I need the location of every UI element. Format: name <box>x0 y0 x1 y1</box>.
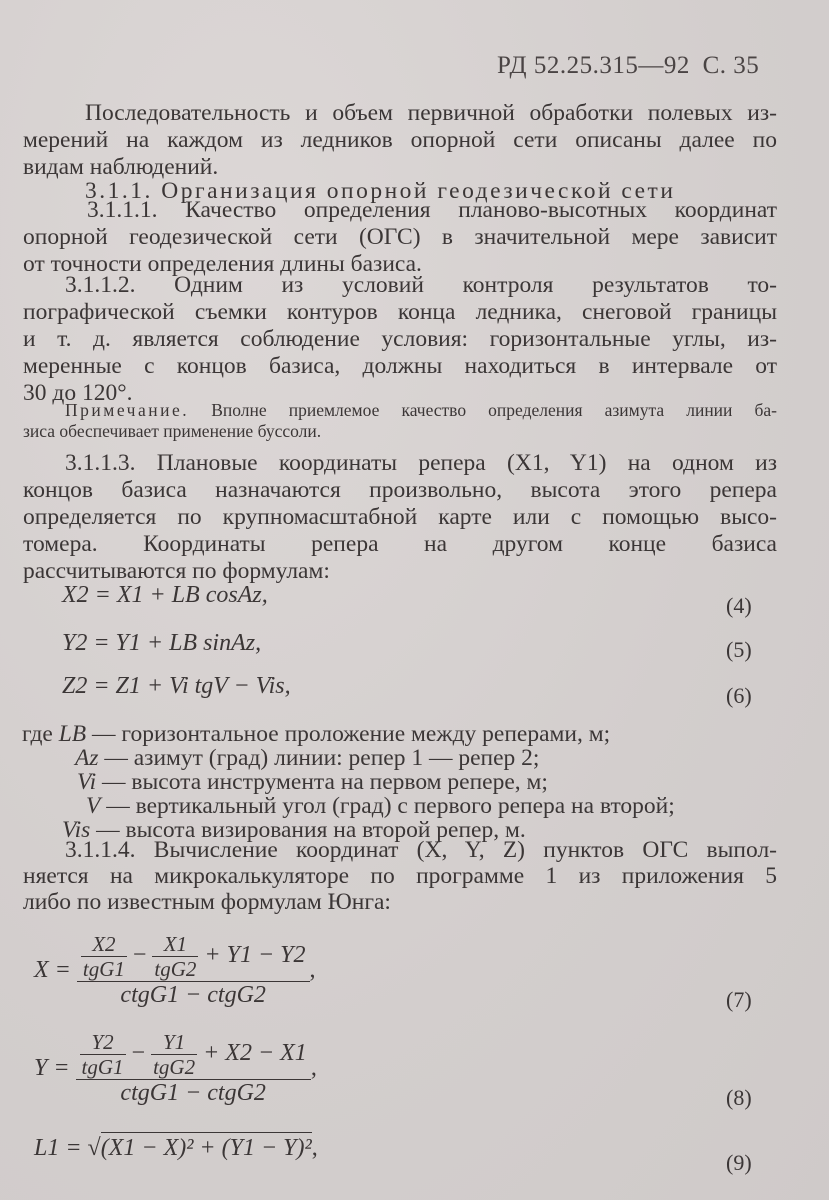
definition-row: где LB — горизонтальное проложение между реперами, м; <box>22 721 611 747</box>
page-header <box>497 52 759 80</box>
text-line: томера. Координаты репера на другом конце базиса <box>23 531 777 557</box>
text-line: концов базиса назначаются произвольно, высота этого репера <box>23 477 777 503</box>
definition-symbol: Vi <box>77 769 97 795</box>
formula-8: Y = $\frac{Y2}{\text{tgG1}}$ − $\frac{Y1}{\text{tgG2}}$ + X2 − X1 ctgG1 − ctgG2 , <box>34 1030 317 1106</box>
definition-symbol: Az <box>75 745 99 771</box>
text-line: определяется по крупномасштабной карте или с помощью высо- <box>23 504 777 530</box>
note <box>23 400 778 442</box>
definition-text: — горизонтальное проложение между реперами, м; <box>92 721 611 747</box>
formula-5: Y2 = Y1 + LB sinAz, <box>62 630 262 656</box>
square-root: (X1 − X)² + (Y1 − Y)² <box>101 1132 312 1161</box>
formula-6: Z2 = Z1 + Vi tgV − Vis, <box>62 673 291 699</box>
text-line: няется на микрокалькуляторе по программе 1 из приложения 5 <box>23 863 777 889</box>
text-line: 3.1.1.1. Качество определения планово-высотных координат <box>87 197 777 223</box>
definition-symbol: LB <box>58 721 87 747</box>
equation-number-5: (5) <box>726 637 752 662</box>
definition-row <box>22 746 675 770</box>
text-line: рассчитываются по формулам: <box>23 558 330 584</box>
text-line: 3.1.1.2. Одним из условий контроля результатов то- <box>65 272 777 298</box>
text-line: меренные с концов базиса, должны находиться в интервале от <box>23 353 777 379</box>
text-line: от точности определения длины базиса. <box>23 251 422 277</box>
paragraph-3-1-1-2 <box>23 272 777 407</box>
text-line: Последовательность и объем первичной обработки полевых из- <box>85 100 777 126</box>
paragraph-3-1-1-3 <box>23 450 777 585</box>
doc-code: РД 52.25.315—92 <box>497 52 690 79</box>
intro-paragraph <box>23 100 777 181</box>
note-text: Вполне приемлемое качество определения азимута линии ба- <box>211 400 778 420</box>
paragraph-3-1-1-1 <box>23 197 777 278</box>
definition-symbol: Vis <box>62 817 91 843</box>
text-line: пографической съемки контуров конца ледника, снеговой границы <box>23 299 777 325</box>
note-text: зиса обеспечивает применение буссоли. <box>23 421 322 441</box>
definition-text: — высота визирования на второй репер, м. <box>96 817 526 843</box>
page-number: С. 35 <box>702 52 760 79</box>
section-heading: 3.1.1. Организация опорной геодезической сети <box>85 178 676 204</box>
main-fraction: $\frac{X2}{\text{tgG1}}$ − $\frac{X1}{\text{tgG2}}$ + Y1 − Y2 ctgG1 − ctgG2 <box>77 932 310 1009</box>
text-line: 30 до 120°. <box>23 380 133 406</box>
definition-row <box>22 794 675 818</box>
equation-number-7: (7) <box>726 987 752 1012</box>
equation-number-6: (6) <box>726 683 752 708</box>
text-line: мерений на каждом из ледников опорной сети описаны далее по <box>23 127 777 153</box>
definition-text: — азимут (град) линии: репер 1 — репер 2; <box>104 745 540 771</box>
formula-4: X2 = X1 + LB cosAz, <box>62 582 268 608</box>
variable-definitions <box>22 722 675 842</box>
equation-number-4: (4) <box>726 593 752 618</box>
text-line: 3.1.1.4. Вычисление координат (X, Y, Z) пунктов ОГС выпол- <box>65 837 777 863</box>
definition-row <box>22 770 675 794</box>
paragraph-3-1-1-4 <box>23 837 777 915</box>
formula-9: L1 = √(X1 − X)² + (Y1 − Y)², <box>34 1135 318 1162</box>
note-label: Примечание. <box>65 400 190 420</box>
equation-number-9: (9) <box>726 1150 752 1175</box>
text-line: видам наблюдений. <box>23 154 219 180</box>
definition-text: — вертикальный угол (град) с первого репера на второй; <box>106 793 675 819</box>
formula-7: X = $\frac{X2}{\text{tgG1}}$ − $\frac{X1}{\text{tgG2}}$ + Y1 − Y2 ctgG1 − ctgG2 , <box>34 932 316 1008</box>
text-line: 3.1.1.3. Плановые координаты репера (X1, Y1) на одном из <box>65 450 777 476</box>
definition-symbol: V <box>86 793 101 819</box>
text-line: либо по известным формулам Юнга: <box>23 889 391 915</box>
text-line: опорной геодезической сети (ОГС) в значительной мере зависит <box>23 224 777 250</box>
main-fraction: $\frac{Y2}{\text{tgG1}}$ − $\frac{Y1}{\text{tgG2}}$ + X2 − X1 ctgG1 − ctgG2 <box>76 1030 311 1107</box>
definition-text: — высота инструмента на первом репере, м; <box>102 769 548 795</box>
text-line: и т. д. является соблюдение условия: горизонтальные углы, из- <box>23 326 777 352</box>
equation-number-8: (8) <box>726 1085 752 1110</box>
